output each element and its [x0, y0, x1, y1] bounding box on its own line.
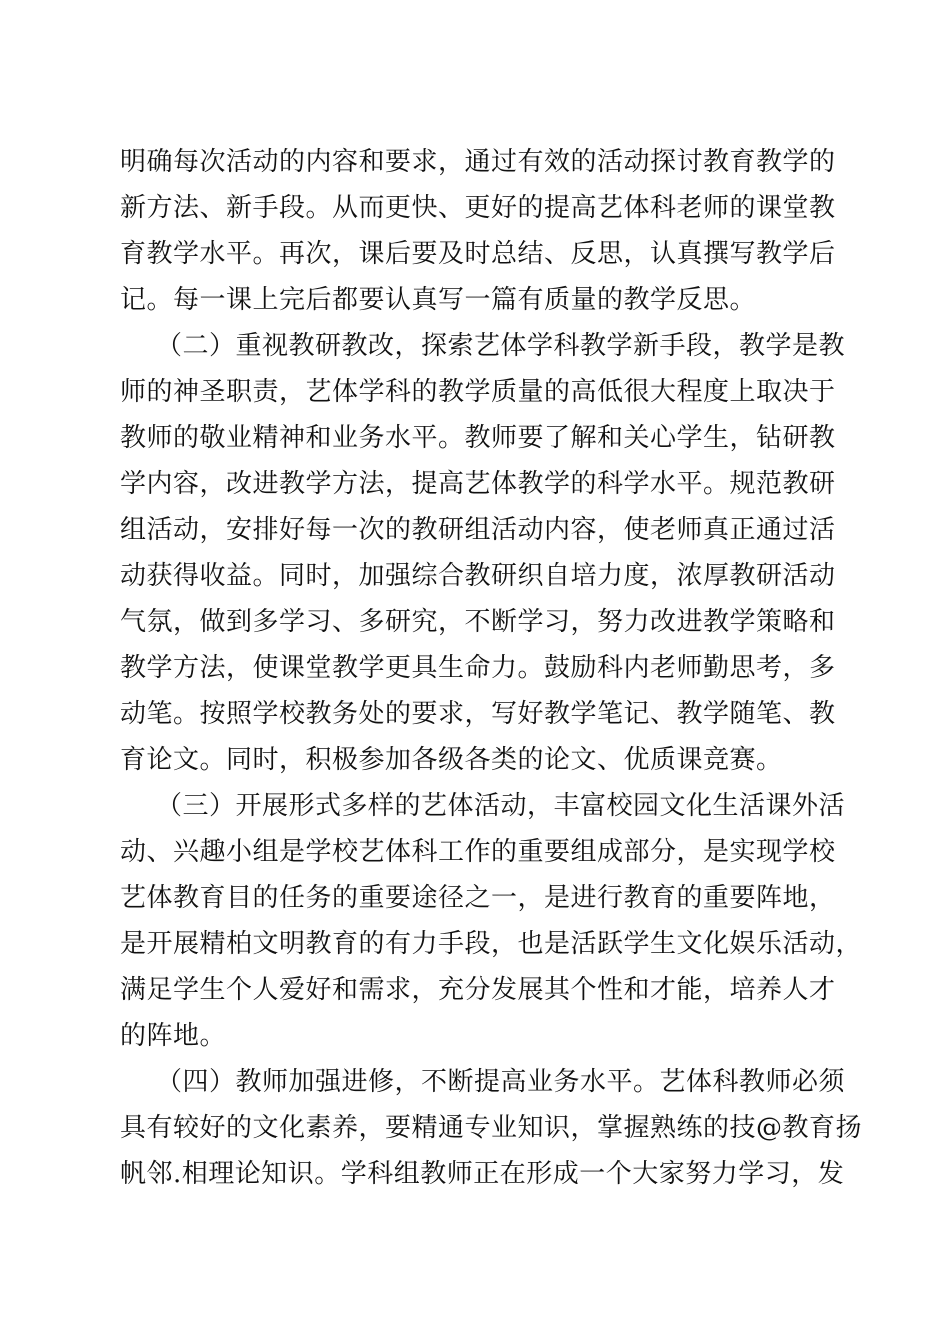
text-line: 的阵地。	[120, 1021, 227, 1051]
text-line: 学内容，改进教学方法，提高艺体教学的科学水平。规范教研	[120, 469, 836, 499]
paragraph-heading-4: （四）教师加强进修，不断提高业务水平。艺体科教师必须	[156, 1067, 846, 1097]
text-line: 帆邻.相理论知识。学科组教师正在形成一个大家努力学习，发	[120, 1159, 845, 1189]
text-line: 组活动，安排好每一次的教研组活动内容，使老师真正通过活	[120, 515, 836, 545]
paragraph-heading-2: （二）重视教研教改，探索艺体学科教学新手段，教学是教	[156, 331, 846, 361]
text-line: 育教学水平。再次，课后要及时总结、反思，认真撰写教学后	[120, 239, 836, 269]
text-line: 记。每一课上完后都要认真写一篇有质量的教学反思。	[120, 285, 757, 315]
text-line: 明确每次活动的内容和要求，通过有效的活动探讨教育教学的	[120, 147, 836, 177]
text-line: 动、兴趣小组是学校艺体科工作的重要组成部分，是实现学校	[120, 837, 836, 867]
text-line: 气氛，做到多学习、多研究，不断学习，努力改进教学策略和	[120, 607, 836, 637]
text-line: 育论文。同时，积极参加各级各类的论文、优质课竞赛。	[120, 745, 783, 775]
text-line: 动笔。按照学校教务处的要求，写好教学笔记、教学随笔、教	[120, 699, 836, 729]
text-line: 动获得收益。同时，加强综合教研织自培力度，浓厚教研活动	[120, 561, 836, 591]
text-line: 新方法、新手段。从而更快、更好的提高艺体科老师的课堂教	[120, 193, 836, 223]
text-line: 艺体教育目的任务的重要途径之一，是进行教育的重要阵地，	[120, 883, 836, 913]
text-line: 教师的敬业精神和业务水平。教师要了解和关心学生，钻研教	[120, 423, 836, 453]
text-line: 是开展精柏文明教育的有力手段，也是活跃学生文化娱乐活动，	[120, 929, 863, 959]
text-line: 教学方法，使课堂教学更具生命力。鼓励科内老师勤思考，多	[120, 653, 836, 683]
text-line: 满足学生个人爱好和需求，充分发展其个性和才能，培养人才	[120, 975, 836, 1005]
text-line: 师的神圣职责，艺体学科的教学质量的高低很大程度上取决于	[120, 377, 836, 407]
paragraph-heading-3: （三）开展形式多样的艺体活动，丰富校园文化生活课外活	[156, 791, 846, 821]
text-line: 具有较好的文化素养，要精通专业知识，掌握熟练的技@教育扬	[120, 1113, 863, 1143]
